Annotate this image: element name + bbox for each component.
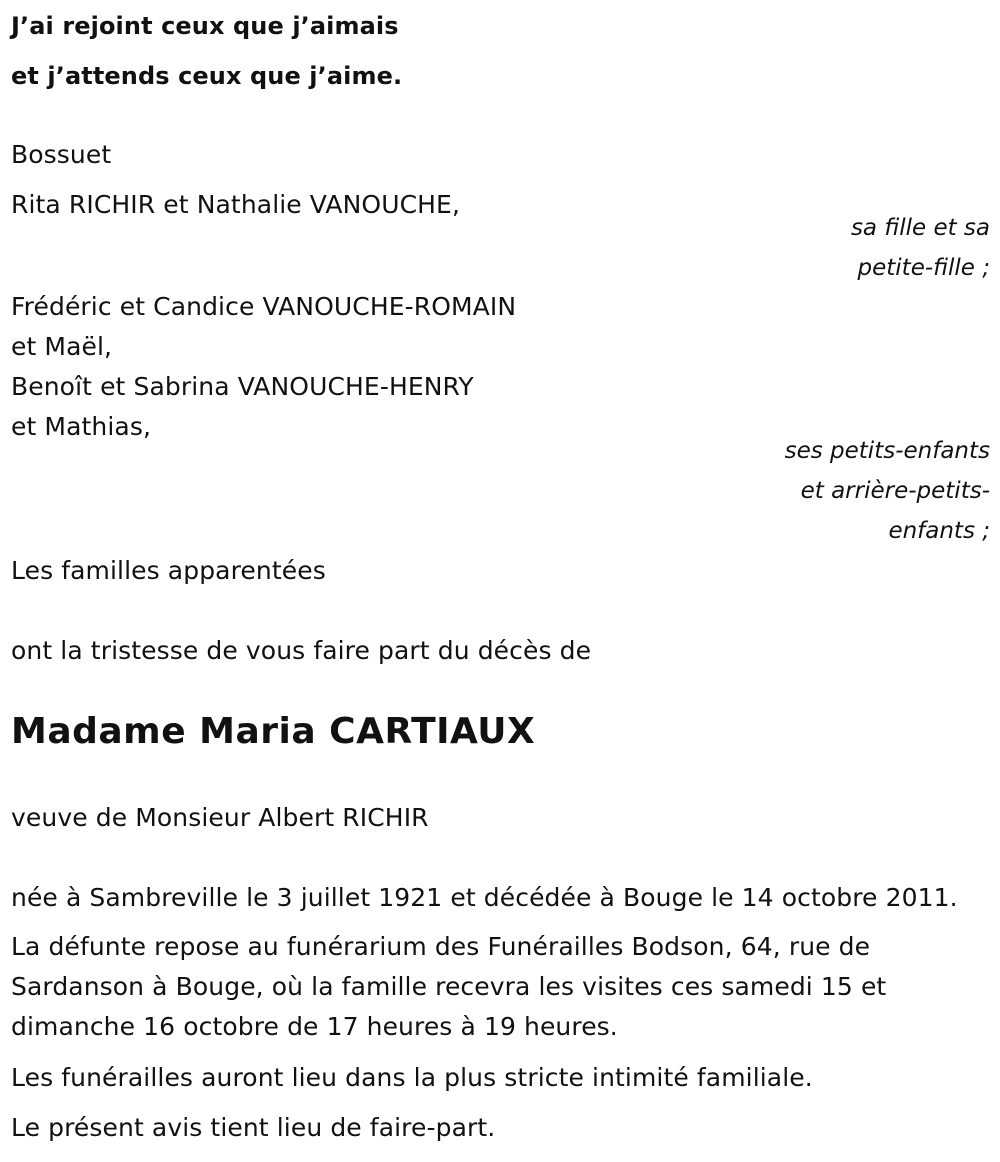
- notice-text: Le présent avis tient lieu de faire-part.: [11, 1113, 496, 1142]
- deceased-name: Madame Maria CARTIAUX: [11, 711, 536, 752]
- daughter-role-line-1: sa fille et sa: [850, 215, 990, 241]
- grandchild-1-child: et Maël,: [11, 332, 113, 361]
- repose-line-3: dimanche 16 octobre de 17 heures à 19 heures.: [11, 1012, 618, 1041]
- widow-of-text: veuve de Monsieur Albert RICHIR: [11, 803, 429, 832]
- grandchild-1-names: Frédéric et Candice VANOUCHE-ROMAIN: [11, 292, 517, 321]
- daughter-names: Rita RICHIR et Nathalie VANOUCHE,: [11, 190, 460, 219]
- repose-line-2: Sardanson à Bouge, où la famille recevra les visites ces samedi 15 et: [11, 972, 887, 1001]
- related-families: Les familles apparentées: [11, 556, 326, 585]
- repose-line-1: La défunte repose au funérarium des Funérailles Bodson, 64, rue de: [11, 932, 871, 961]
- birth-death-text: née à Sambreville le 3 juillet 1921 et décédée à Bouge le 14 octobre 2011.: [11, 883, 958, 912]
- grandchild-2-child: et Mathias,: [11, 412, 152, 441]
- grandchild-2-names: Benoît et Sabrina VANOUCHE-HENRY: [11, 372, 474, 401]
- quote-line-2: et j’attends ceux que j’aime.: [11, 62, 403, 90]
- grandchildren-role-line-2: et arrière-petits-: [800, 478, 990, 504]
- funeral-text: Les funérailles auront lieu dans la plus stricte intimité familiale.: [11, 1063, 813, 1092]
- announcement-text: ont la tristesse de vous faire part du décès de: [11, 636, 592, 665]
- daughter-role-line-2: petite-fille ;: [857, 255, 990, 281]
- quote-line-1: J’ai rejoint ceux que j’aimais: [11, 12, 399, 40]
- place-name: Bossuet: [11, 140, 112, 169]
- grandchildren-role-line-3: enfants ;: [888, 518, 990, 544]
- grandchildren-role-line-1: ses petits-enfants: [784, 438, 990, 464]
